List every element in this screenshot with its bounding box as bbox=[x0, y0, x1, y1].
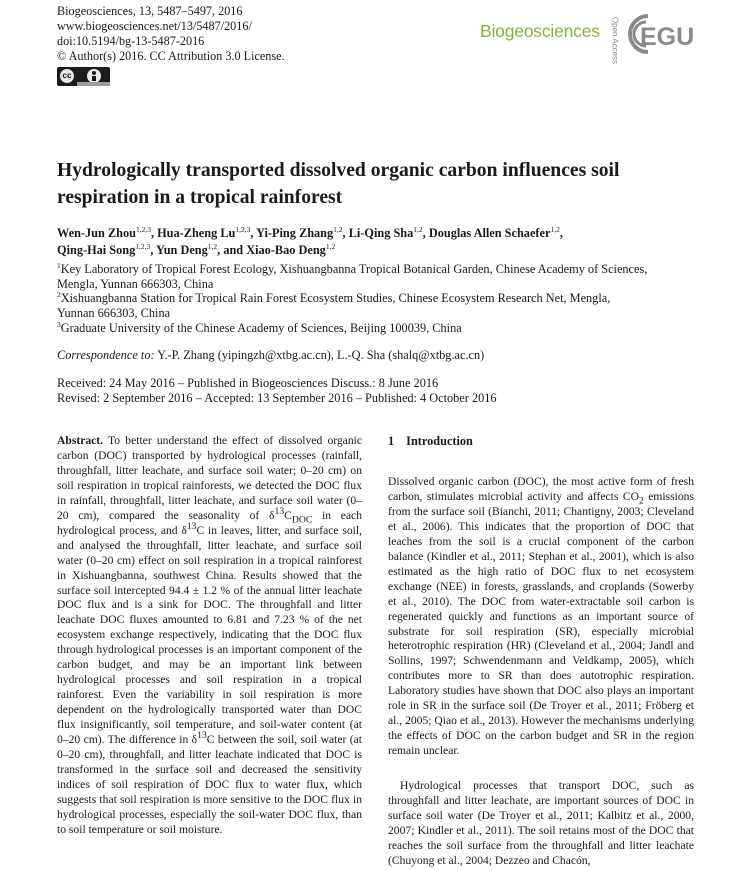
citation-line: Biogeosciences, 13, 5487–5497, 2016 bbox=[57, 4, 243, 18]
author-name: Li-Qing Sha bbox=[348, 226, 414, 240]
author-name: Xiao-Bao Deng bbox=[246, 243, 326, 257]
paper-title bbox=[57, 157, 707, 211]
abstract-label: Abstract. bbox=[57, 434, 104, 447]
doi-line[interactable]: doi:10.5194/bg-13-5487-2016 bbox=[57, 34, 205, 48]
title-line: respiration in a tropical rainforest bbox=[57, 187, 343, 208]
author-affil-sup: 1,2,3 bbox=[135, 241, 151, 251]
section-heading-introduction bbox=[388, 434, 473, 449]
license-badge-bar bbox=[77, 82, 110, 86]
author-line: Wen-Jun Zhou$^{1,2,3}$, Hua-Zheng Lu$^{1,2,3}$, Yi-Ping Zhang$^{1,2}$, Li-Qing Sha$^{1,2}$, Douglas Allen Schaefer$^{1,2}$, bbox=[57, 224, 563, 240]
abstract: Abstract. To better understand the effect of dissolved organic carbon (DOC) transported by hydrological processes (rainfall, throughfall, litter leachate, and surface soil water; 0–20 cm) on soil respiration in tropical rainforests, we detected the DOC flux in rainfall, throughfall, litter leachate, and surface soil water (0–20 cm), compared the seasonality of $\delta^{13}C_{DOC}$ in each hydrological process, and $\delta^{13}C$ in leaves, litter, and surface soil, and analysed the throughfall, litter leachate, and surface soil water (0–20 cm) effect on soil respiration in a tropical rainforest in Xishuangbanna, southwest China. Results showed that the surface soil intercepted 94.4 ± 1.2 % of the annual litter leachate DOC flux and is a sink for DOC. The throughfall and litter leachate DOC fluxes amounted to 6.81 and 7.23 % of the net ecosystem exchange respectively, indicating that the DOC flux through hydrological processes is an important component of the carbon budget, and may be an important link between hydrological processes and soil respiration in a tropical rainforest. Even the variability in soil respiration is more dependent on the hydrologically transported water than DOC flux insignificantly, soil temperature, and soil-water content (at 0–20 cm). The difference in $\delta^{13}C$ between the soil, soil water (at 0–20 cm), throughfall, and litter leachate indicated that DOC is transformed in the surface soil and decreased the sensitivity indices of soil respiration of DOC flux to water flux, which suggests that soil respiration is more sensitive to the DOC flux in hydrological processes, especially the soil-water DOC flux, than to soil temperature or soil moisture. bbox=[57, 434, 362, 836]
author-affil-sup: 1,2,3 bbox=[135, 224, 151, 234]
journal-name: Biogeosciences bbox=[480, 21, 600, 41]
author-name: Hua-Zheng Lu bbox=[157, 226, 236, 240]
author-name: Qing-Hai Song bbox=[57, 243, 136, 257]
correspondence bbox=[57, 348, 484, 363]
section-number: 1 bbox=[388, 434, 395, 448]
cc-icon: cc bbox=[60, 69, 74, 83]
section-title: Introduction bbox=[406, 434, 473, 448]
author-line: Qing-Hai Song$^{1,2,3}$, Yun Deng$^{1,2}$, and Xiao-Bao Deng$^{1,2}$ bbox=[57, 241, 336, 257]
egu-logo-text: EGU bbox=[640, 23, 695, 51]
author-affil-sup: 1,2,3 bbox=[235, 224, 251, 234]
dates-revised: Revised: 2 September 2016 – Accepted: 13 September 2016 – Published: 4 October 2016 bbox=[57, 391, 497, 405]
dates-received: Received: 24 May 2016 – Published in Biogeosciences Discuss.: 8 June 2016 bbox=[57, 376, 439, 390]
affiliation-3: $^3$Graduate University of the Chinese Academy of Sciences, Beijing 100039, China bbox=[57, 319, 462, 335]
by-person-icon bbox=[87, 69, 101, 83]
title-line: Hydrologically transported dissolved organic carbon influences soil bbox=[57, 160, 620, 181]
intro-paragraph-2: Hydrological processes that transport DOC, such as throughfall and litter leachate, are important sources of DOC in surface soil water (De Troyer et al., 2011; Kalbitz et al., 2000, 2007; Kindler et al., 2011). The soil retains most of the DOC that reaches the soil surface from the throughfall and litter leachate (Chuyong et al., 2004; Dezzeo and Chacón, bbox=[388, 779, 694, 867]
copyright-line: © Author(s) 2016. CC Attribution 3.0 License. bbox=[57, 49, 285, 63]
intro-paragraph-1: Dissolved organic carbon (DOC), the most active form of fresh carbon, stimulates microbial activity and affects $CO_2$ emissions from the surface soil (Bianchi, 2011; Chantigny, 2003; Cleveland et al., 2006). This indicates that the proportion of DOC that leaches from the soil is a crucial component of the carbon balance (Kindler et al., 2011; Stephan et al., 2001), which is also estimated as the high ratio of DOC flux to net ecosystem exchange (NEE) in forests, grasslands, and croplands (Sowerby et al., 2010). The DOC from water-extractable soil carbon is regenerated quickly and functions as an important source of substrate for soil respiration (SR), especially microbial heterotrophic respiration (HR) (Cleveland et al., 2004; Jandl and Sollins, 1997; Schwendenmann and Veldkamp, 2005), which contributes more to SR than does autotrophic respiration. Laboratory studies have shown that DOC also plays an important role in SR in the surface soil (De Troyer et al., 2011; Fröberg et al., 2005; Qiao et al., 2013). However the mechanisms underlying the effects of DOC on the carbon budget and SR in the region remain unclear. bbox=[388, 475, 694, 758]
author-name: Wen-Jun Zhou bbox=[57, 226, 136, 240]
author-name: Yi-Ping Zhang bbox=[256, 226, 334, 240]
author-affil-sup: 1,2 bbox=[413, 224, 423, 234]
author-name: Douglas Allen Schaefer bbox=[428, 226, 551, 240]
author-affil-sup: 1,2 bbox=[325, 241, 336, 251]
author-list bbox=[57, 225, 717, 259]
author-affil-sup: 1,2 bbox=[550, 224, 560, 234]
correspondence-label: Correspondence to: bbox=[57, 348, 155, 362]
affiliation-1: $^1$Key Laboratory of Tropical Forest Ecology, Xishuangbanna Tropical Botanical Garden, Chinese Academy of Sciences, Mengla, Yunnan 666303, China bbox=[57, 260, 648, 292]
author-affil-sup: 1,2 bbox=[207, 241, 218, 251]
author-affil-sup: 1,2 bbox=[333, 224, 343, 234]
journal-url[interactable]: www.biogeosciences.net/13/5487/2016/ bbox=[57, 19, 252, 33]
author-name: Yun Deng bbox=[155, 243, 208, 257]
correspondence-text: Y.-P. Zhang (yipingzh@xtbg.ac.cn), L.-Q. Sha (shalq@xtbg.ac.cn) bbox=[157, 348, 485, 362]
egu-logo-icon bbox=[622, 10, 698, 58]
cc-by-license-badge[interactable] bbox=[57, 67, 110, 86]
open-access-label: Open Access bbox=[610, 16, 620, 65]
affiliation-2: $^2$Xishuangbanna Station for Tropical Rain Forest Ecosystem Studies, Chinese Ecosystem Research Net, Mengla, Yunnan 666303, China bbox=[57, 289, 611, 321]
